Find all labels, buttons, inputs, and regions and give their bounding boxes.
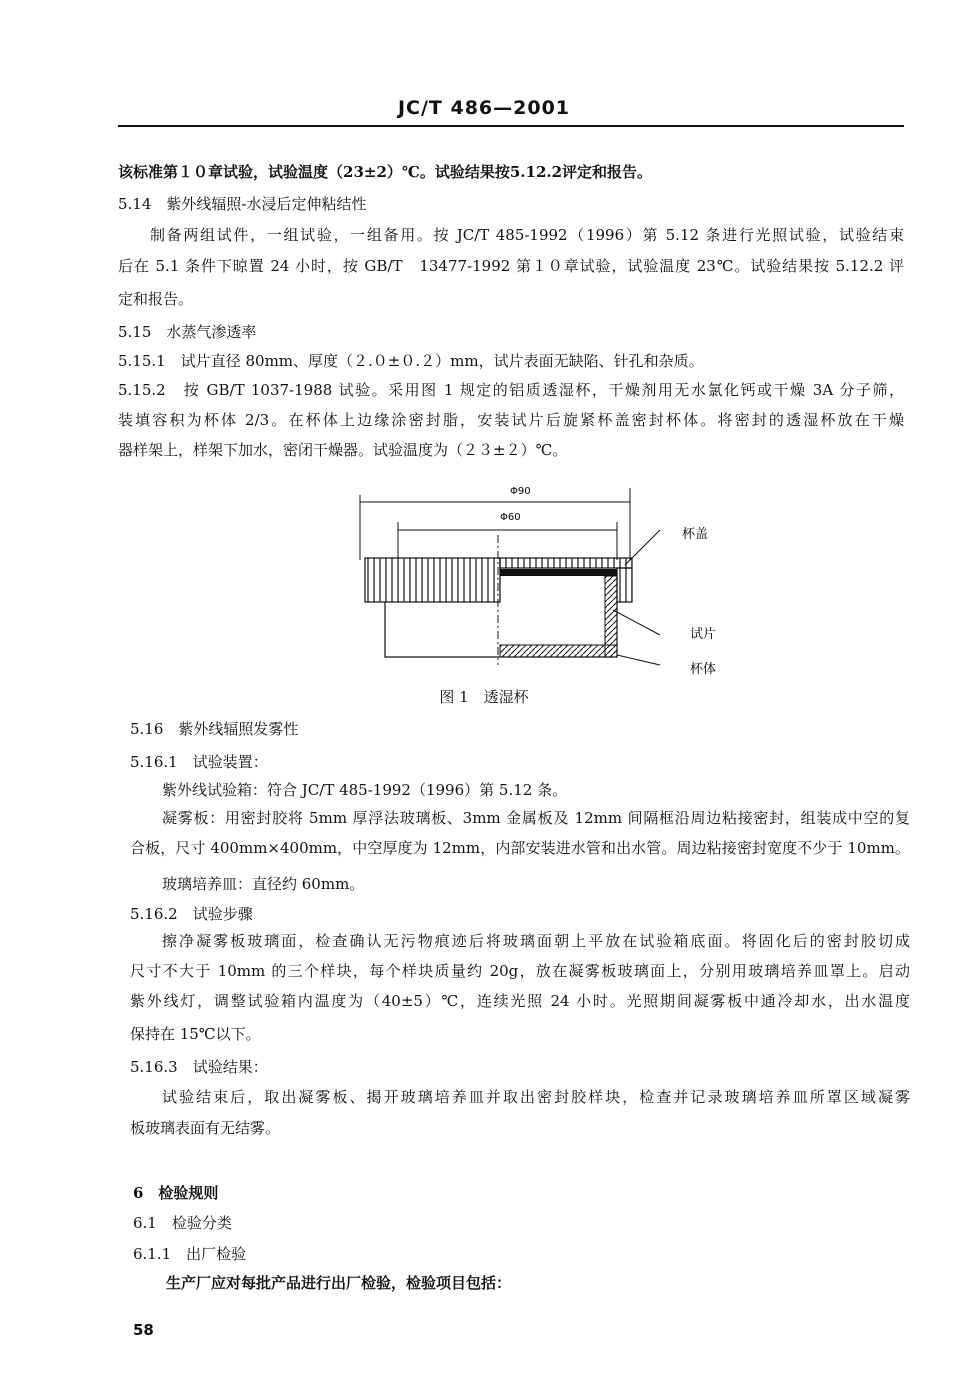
specimen-label: 试片: [690, 627, 717, 642]
text-line: 尺寸不大于 10mm 的三个样块，每个样块质量约 20g，放在凝雾板玻璃面上，分别用玻璃培养皿罩上。启动: [130, 962, 910, 980]
section-heading-6-1: 6.1 检验分类: [133, 1214, 232, 1232]
text-line: 5.16.3 试验结果：: [130, 1058, 268, 1076]
section-heading-6-1-1: 6.1.1 出厂检验: [133, 1245, 247, 1263]
text-line: 玻璃培养皿：直径约 60mm。: [162, 875, 365, 893]
text-line: 5.15.2 按 GB/T 1037-1988 试验。采用图 1 规定的铝质透湿杯，干燥剂用无水氯化钙或干燥 3A 分子筛，: [118, 381, 904, 399]
dim-outer-label: Φ90: [510, 486, 531, 497]
dim-inner-label: Φ60: [500, 512, 521, 523]
moisture-permeability-cup-figure: [355, 480, 717, 685]
standard-number-header: JC/T 486—2001: [397, 97, 571, 119]
text-line: 5.16.2 试验步骤: [130, 905, 253, 923]
text-line: 制备两组试件，一组试验，一组备用。按 JC/T 485-1992（1996）第 5.12 条进行光照试验，试验结束: [150, 226, 904, 244]
cup-lid: [365, 558, 500, 602]
text-line: 定和报告。: [118, 290, 194, 308]
text-line: 5.15.1 试片直径 80mm、厚度（２.０±０.２）mm，试片表面无缺陷、针孔和杂质。: [118, 352, 704, 370]
section-heading-5-14: 5.14 紫外线辐照-水浸后定伸粘结性: [118, 195, 367, 213]
text-line: 凝雾板：用密封胶将 5mm 厚浮法玻璃板、3mm 金属板及 12mm 间隔框沿周边粘接密封，组装成中空的复: [162, 809, 910, 827]
figure-caption: 图 1 透湿杯: [439, 688, 529, 706]
body-label: 杯体: [690, 662, 717, 677]
section-heading-5-15: 5.15 水蒸气渗透率: [118, 323, 257, 341]
text-line: 后在 5.1 条件下晾置 24 小时，按 GB/T 13477-1992 第１０章试验，试验温度 23℃。试验结果按 5.12.2 评: [118, 257, 904, 275]
cup-body-bottom: [500, 645, 617, 657]
text-line: 器样架上，样架下加水，密闭干燥器。试验温度为（２３±２）℃。: [118, 441, 568, 459]
text-line: 5.16.1 试验装置：: [130, 753, 268, 771]
text-line: 试验结束后，取出凝雾板、揭开玻璃培养皿并取出密封胶样块，检查并记录玻璃培养皿所罩区域凝雾: [162, 1088, 910, 1106]
lid-label: 杯盖: [682, 527, 709, 542]
text-line: 装填容积为杯体 2/3。在杯体上边缘涂密封脂，安装试片后旋紧杯盖密封杯体。将密封的透湿杯放在干燥: [118, 411, 904, 429]
text-line: 生产厂应对每批产品进行出厂检验，检验项目包括：: [166, 1274, 512, 1292]
cup-lid-top: [500, 558, 632, 568]
page-number: 58: [133, 1321, 154, 1339]
text-line: 保持在 15℃以下。: [130, 1025, 261, 1043]
text-line: 该标准第１０章试验，试验温度（23±2）℃。试验结果按5.12.2评定和报告。: [118, 163, 653, 181]
header-rule: [118, 125, 904, 127]
text-line: 紫外线试验箱：符合 JC/T 485-1992（1996）第 5.12 条。: [162, 781, 568, 799]
cup-lid-rim: [617, 568, 632, 602]
text-line: 擦净凝雾板玻璃面，检查确认无污物痕迹后将玻璃面朝上平放在试验箱底面。将固化后的密封胶切成: [162, 932, 910, 950]
text-line: 紫外线灯，调整试验箱内温度为（40±5）℃，连续光照 24 小时。光照期间凝雾板中通冷却水，出水温度: [130, 992, 910, 1010]
text-line: 板玻璃表面有无结雾。: [130, 1119, 281, 1137]
specimen: [500, 569, 617, 576]
text-line: 合板，尺寸 400mm×400mm，中空厚度为 12mm，内部安装进水管和出水管。周边粘接密封宽度不少于 10mm。: [130, 839, 910, 857]
cup-body-wall: [605, 576, 617, 657]
section-heading-5-16: 5.16 紫外线辐照发雾性: [130, 720, 299, 738]
chapter-heading-6: 6 检验规则: [133, 1184, 219, 1202]
